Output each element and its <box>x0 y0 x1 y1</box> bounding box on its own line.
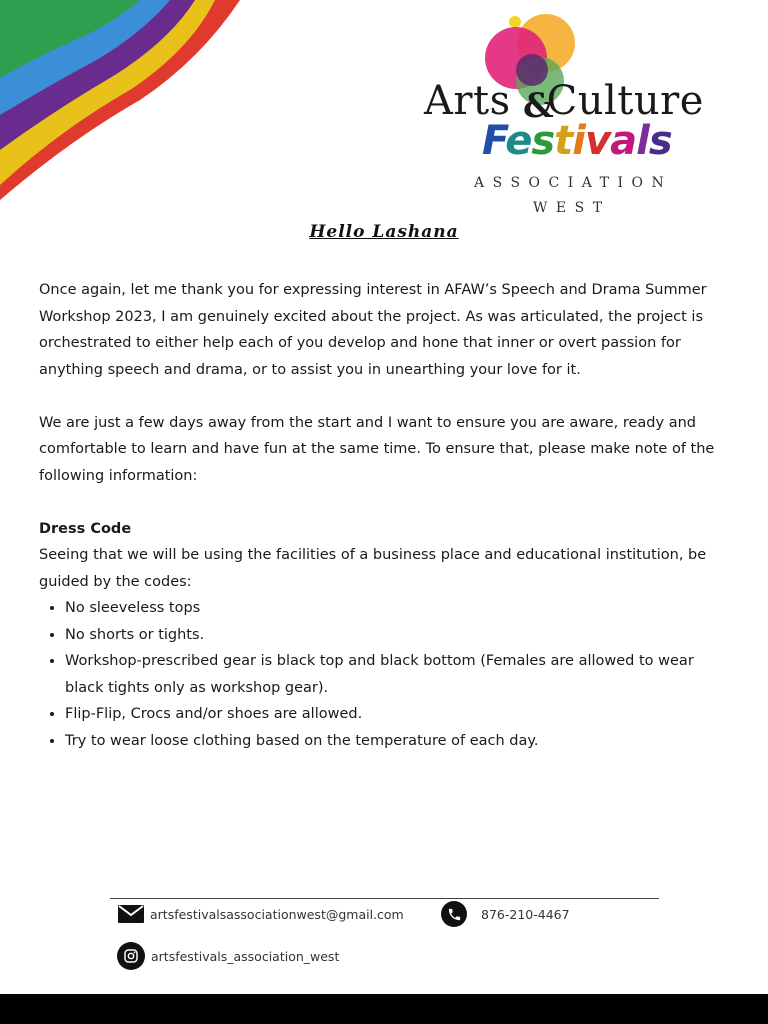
logo-festivals-letter: s <box>531 118 555 164</box>
list-item: • Try to wear loose clothing based on the temperature of each day. <box>65 728 731 755</box>
phone-icon <box>441 901 467 927</box>
bottom-black-bar <box>0 994 768 1024</box>
logo-festivals-letter: e <box>505 118 532 164</box>
logo-word-culture: Culture <box>546 78 704 124</box>
letter-body <box>39 277 731 754</box>
dress-code-intro: Seeing that we will be using the facilities of a business place and educational institution, be guided by the codes: <box>39 547 707 590</box>
logo-festivals-letter: t <box>554 118 573 164</box>
logo-festivals-letter: s <box>648 118 672 164</box>
logo-association: ASSOCIATION <box>474 175 673 191</box>
footer-phone[interactable] <box>441 901 570 927</box>
greeting-text: Hello Lashana <box>309 222 459 242</box>
logo-festivals-letter: F <box>482 118 506 164</box>
list-item: • Flip-Flip, Crocs and/or shoes are allowed. <box>65 701 731 728</box>
paragraph: Once again, let me thank you for expressing interest in AFAW’s Speech and Drama Summer Workshop 2023, I am genuinely excited about the project. As was articulated, the project is orchestrated to either help each of you develop and hone that inner or overt passion for anything speech and drama, or to assist you in unearthing your love for it. <box>39 282 707 378</box>
logo-festivals-letter: v <box>585 118 611 164</box>
instagram-handle[interactable]: artsfestivals_association_west <box>151 948 340 964</box>
greeting-heading <box>0 222 768 242</box>
footer-divider <box>110 898 659 899</box>
dress-code-heading: Dress Code <box>39 520 132 537</box>
organization-logo <box>420 8 720 218</box>
logo-festivals-letter: l <box>636 118 649 164</box>
logo-word-arts: Arts <box>424 78 511 124</box>
list-item: • No sleeveless tops <box>65 595 731 622</box>
footer-instagram[interactable] <box>117 942 339 970</box>
phone-number[interactable]: 876-210-4467 <box>481 906 570 922</box>
list-item: • Workshop-prescribed gear is black top and black bottom (Females are allowed to wear black tights only as workshop gear). <box>65 648 731 701</box>
footer-email[interactable] <box>118 904 404 924</box>
logo-west: WEST <box>533 200 611 216</box>
logo-word-festivals <box>482 118 672 164</box>
paragraph: We are just a few days away from the start and I want to ensure you are aware, ready and comfortable to learn and have fun at the same time. To ensure that, please make note of the following information: <box>39 414 715 484</box>
envelope-icon <box>118 904 144 924</box>
list-item: • No shorts or tights. <box>65 622 731 649</box>
rainbow-swoosh-decoration <box>0 0 240 215</box>
instagram-icon <box>117 942 145 970</box>
logo-festivals-letter: a <box>610 118 637 164</box>
logo-ampersand: & <box>523 86 554 126</box>
logo-festivals-letter: i <box>572 118 586 164</box>
email-address[interactable]: artsfestivalsassociationwest@gmail.com <box>150 906 404 922</box>
dress-code-list <box>39 595 731 754</box>
